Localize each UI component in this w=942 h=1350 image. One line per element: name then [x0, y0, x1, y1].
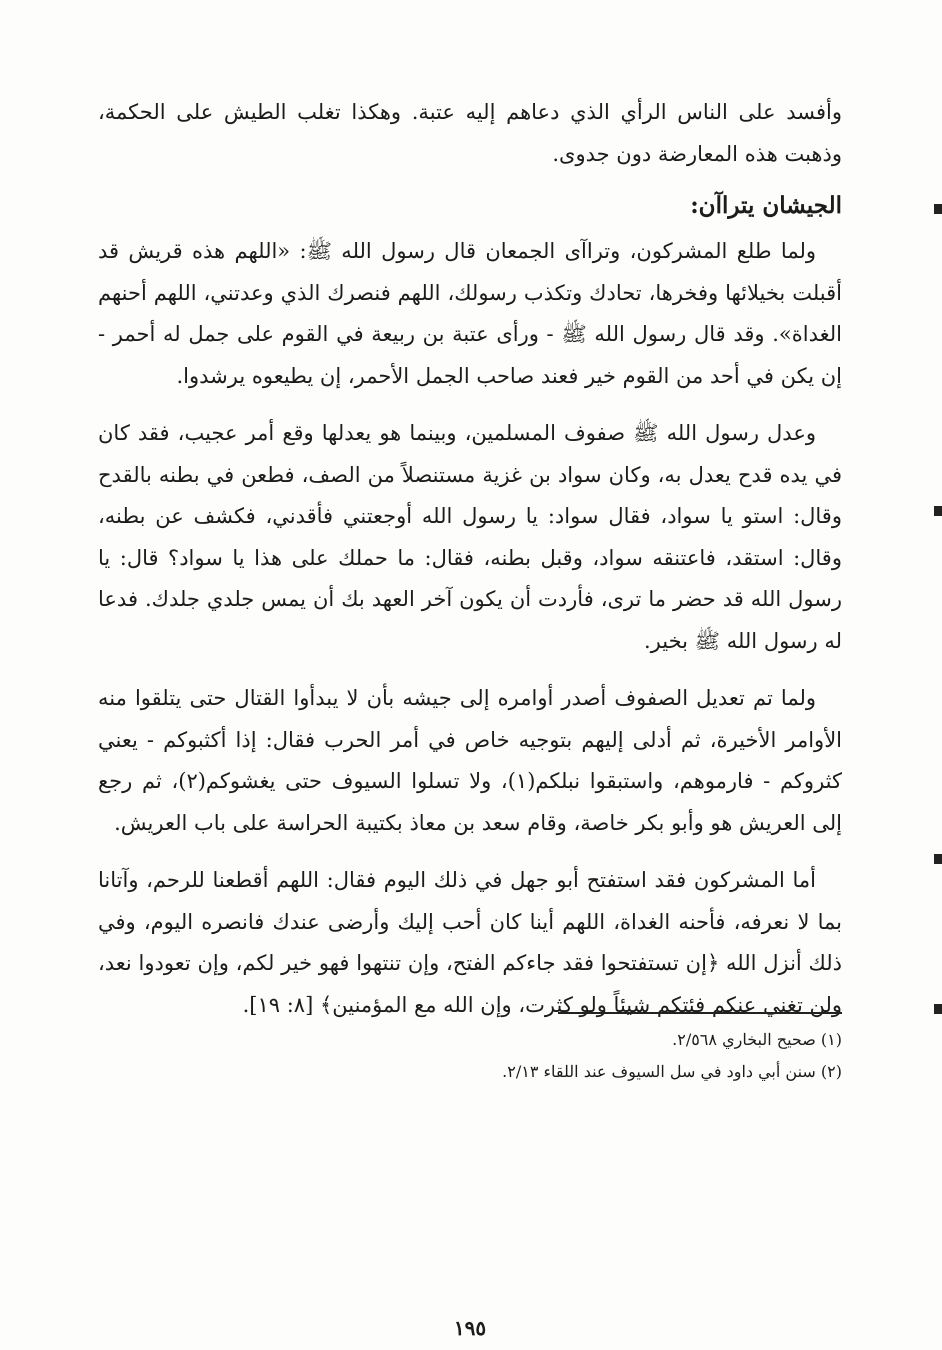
paragraph-continued: وأفسد على الناس الرأي الذي دعاهم إليه عتبة. وهكذا تغلب الطيش على الحكمة، وذهبت هذه المعارضة دون جدوى. [98, 100, 842, 166]
scan-edge-mark [934, 854, 942, 864]
paragraph-arranging-ranks: وعدل رسول الله ﷺ صفوف المسلمين، وبينما هو يعدلها وقع أمر عجيب، فقد كان في يده قدح يعدل به، وكان سواد بن غزية مستنصلاً من الصف، فطعن في بطنه بالقدح وقال: استو يا سواد، فقال سواد: يا رسول الله أوجعتني فأقدني، فكشف عن بطنه، وقال: استقد، فاعتنقه سواد، وقبل بطنه، فقال: ما حملك على هذا يا سواد؟ قال: يا رسول الله قد حضر ما ترى، فأردت أن يكون آخر العهد بك أن يمس جلدي جلدك. فدعا له رسول الله ﷺ بخير. [98, 421, 842, 653]
footnote-1: (١) صحيح البخاري ٢/٥٦٨. [672, 1030, 842, 1049]
paragraph-armies-meet: ولما طلع المشركون، وتراآى الجمعان قال رسول الله ﷺ: «اللهم هذه قريش قد أقبلت بخيلائها وفخرها، تحادك وتكذب رسولك، اللهم فنصرك الذي وعدتني، اللهم أحنهم الغداة». وقد قال رسول الله ﷺ - ورأى عتبة بن ربيعة في القوم على جمل له أحمر - إن يكن في أحد من القوم خير فعند صاحب الجمل الأحمر، إن يطيعوه يرشدوا. [98, 239, 842, 388]
scan-edge-mark [934, 1004, 942, 1014]
scan-edge-mark [934, 204, 942, 214]
page-number: ١٩٥ [453, 1316, 487, 1340]
paragraph-battle-orders: ولما تم تعديل الصفوف أصدر أوامره إلى جيشه بأن لا يبدأوا القتال حتى يتلقوا منه الأوامر الأخيرة، ثم أدلى إليهم بتوجيه خاص في أمر الحرب فقال: إذا أكثبوكم - يعني كثروكم - فارموهم، واستبقوا نبلكم(١)، ولا تسلوا السيوف حتى يغشوكم(٢)، ثم رجع إلى العريش هو وأبو بكر خاصة، وقام سعد بن معاذ بكتيبة الحراسة على باب العريش. [98, 686, 842, 835]
footnote-2: (٢) سنن أبي داود في سل السيوف عند اللقاء ٢/١٣. [502, 1062, 842, 1081]
section-heading: الجيشان يتراآن: [690, 192, 842, 219]
book-page [98, 92, 842, 1340]
scan-edge-mark [934, 506, 942, 516]
footnotes [98, 1024, 842, 1088]
paragraph-abu-jahl-prayer: أما المشركون فقد استفتح أبو جهل في ذلك اليوم فقال: اللهم أقطعنا للرحم، وآتانا بما لا نعرفه، فأحنه الغداة، اللهم أينا كان أحب إليك وأرضى عندك فانصره اليوم، وفي ذلك أنزل الله ﴿إن تستفتحوا فقد جاءكم الفتح، وإن تنتهوا فهو خير لكم، وإن تعودوا نعد، ولن تغني عنكم فئتكم شيئاً ولو كثرت، وإن الله مع المؤمنين﴾ [٨: ١٩]. [98, 868, 842, 1017]
footnote-separator [558, 1012, 842, 1014]
